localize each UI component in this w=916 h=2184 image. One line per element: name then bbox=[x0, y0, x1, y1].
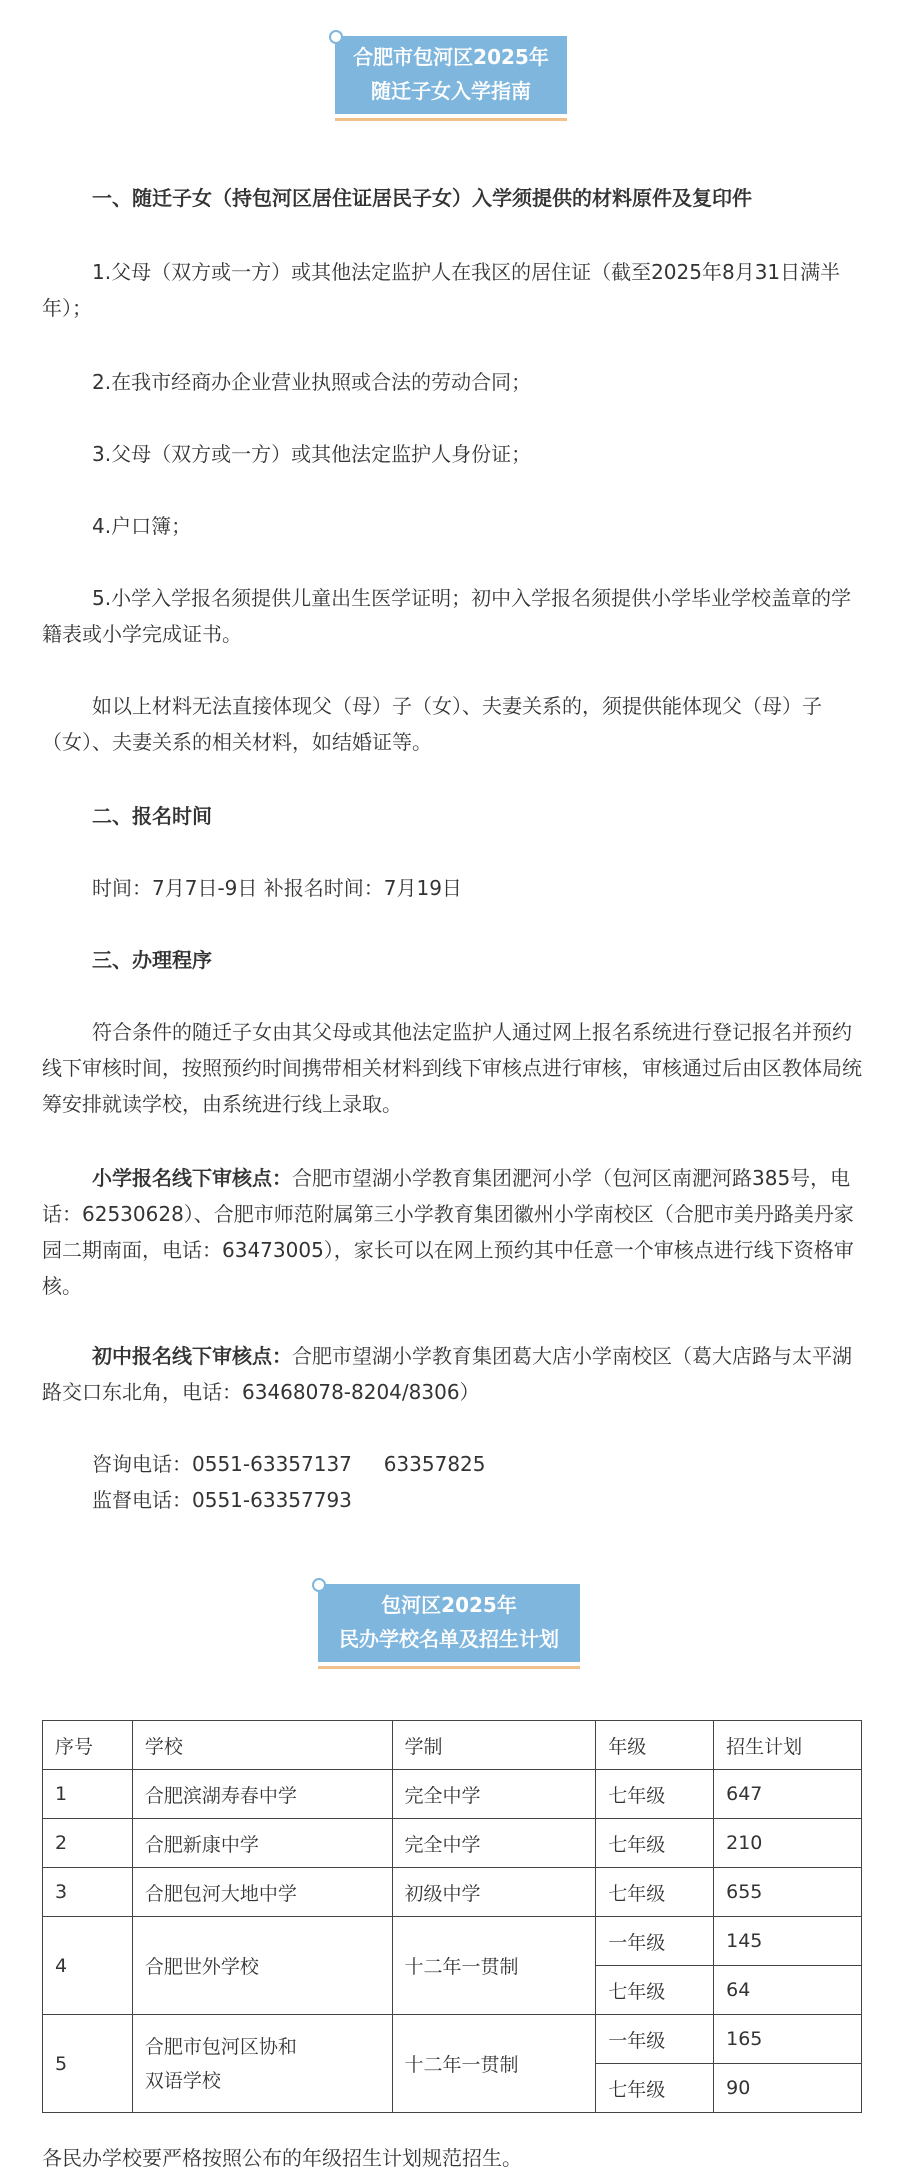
middle-review-text: 合肥市望湖小学教育集团葛大店小学南校区（葛大店路与太平湖路交口东北角，电话：63468078-8204/8306） bbox=[42, 1344, 852, 1404]
primary-review-label: 小学报名线下审核点： bbox=[92, 1166, 292, 1190]
badge-title-line1: 合肥市包河区2025年 bbox=[353, 45, 549, 69]
cell-plan: 655 bbox=[714, 1868, 862, 1917]
badge-dot-icon bbox=[312, 1578, 326, 1592]
section-heading-time: 二、报名时间 bbox=[92, 804, 212, 828]
badge-title-line2: 随迁子女入学指南 bbox=[371, 79, 531, 103]
table-row bbox=[43, 1770, 862, 1819]
cell-school: 合肥包河大地中学 bbox=[132, 1868, 392, 1917]
badge-title-line2: 民办学校名单及招生计划 bbox=[339, 1627, 559, 1651]
materials-item-4: 4.户口簿； bbox=[92, 514, 192, 538]
materials-item-2: 2.在我市经商办企业营业执照或合法的劳动合同； bbox=[92, 370, 532, 394]
cell-grade: 七年级 bbox=[596, 1868, 714, 1917]
materials-item-3: 3.父母（双方或一方）或其他法定监护人身份证； bbox=[92, 442, 532, 466]
cell-system: 十二年一贯制 bbox=[392, 2015, 596, 2113]
badge-underline bbox=[318, 1666, 580, 1669]
cell-plan: 64 bbox=[714, 1966, 862, 2015]
table-row bbox=[43, 1819, 862, 1868]
supervise-phone: 监督电话：0551-63357793 bbox=[92, 1488, 352, 1512]
cell-plan: 165 bbox=[714, 2015, 862, 2064]
table-row bbox=[43, 2015, 862, 2064]
middle-review-points bbox=[42, 1338, 862, 1410]
table-header-row bbox=[43, 1721, 862, 1770]
cell-grade: 一年级 bbox=[596, 1917, 714, 1966]
table-row bbox=[43, 1868, 862, 1917]
cell-system: 初级中学 bbox=[392, 1868, 596, 1917]
cell-school bbox=[132, 2015, 392, 2113]
section-heading-materials: 一、随迁子女（持包河区居住证居民子女）入学须提供的材料原件及复印件 bbox=[92, 186, 752, 210]
cell-school-line2: 双语学校 bbox=[144, 2069, 221, 2092]
cell-system: 完全中学 bbox=[392, 1770, 596, 1819]
badge-dot-icon bbox=[329, 30, 343, 44]
cell-grade: 七年级 bbox=[596, 2064, 714, 2113]
table-row bbox=[43, 1917, 862, 1966]
badge-title-line1: 包河区2025年 bbox=[381, 1593, 517, 1617]
middle-review-label: 初中报名线下审核点： bbox=[92, 1344, 292, 1368]
cell-school: 合肥滨湖寿春中学 bbox=[132, 1770, 392, 1819]
cell-grade: 一年级 bbox=[596, 2015, 714, 2064]
registration-time: 时间：7月7日-9日 补报名时间：7月19日 bbox=[92, 876, 462, 900]
cell-plan: 145 bbox=[714, 1917, 862, 1966]
cell-system: 完全中学 bbox=[392, 1819, 596, 1868]
schools-table bbox=[42, 1720, 862, 2113]
cell-plan: 210 bbox=[714, 1819, 862, 1868]
schools-title-badge bbox=[318, 1584, 580, 1662]
procedure-text: 符合条件的随迁子女由其父母或其他法定监护人通过网上报名系统进行登记报名并预约线下审核时间，按照预约时间携带相关材料到线下审核点进行审核，审核通过后由区教体局统筹安排就读学校，由系统进行线上录取。 bbox=[42, 1020, 862, 1116]
cell-no: 3 bbox=[43, 1868, 133, 1917]
header-cell: 年级 bbox=[596, 1721, 714, 1770]
cell-plan: 90 bbox=[714, 2064, 862, 2113]
cell-school: 合肥世外学校 bbox=[132, 1917, 392, 2015]
cell-plan: 647 bbox=[714, 1770, 862, 1819]
cell-grade: 七年级 bbox=[596, 1819, 714, 1868]
header-cell: 招生计划 bbox=[714, 1721, 862, 1770]
header-cell: 学校 bbox=[132, 1721, 392, 1770]
cell-no: 5 bbox=[43, 2015, 133, 2113]
consult-phone: 咨询电话：0551-63357137 63357825 bbox=[92, 1452, 486, 1476]
cell-system: 十二年一贯制 bbox=[392, 1917, 596, 2015]
guide-title-badge bbox=[335, 36, 567, 114]
cell-grade: 七年级 bbox=[596, 1770, 714, 1819]
primary-review-text: 合肥市望湖小学教育集团淝河小学（包河区南淝河路385号，电话：62530628）、合肥市师范附属第三小学教育集团徽州小学南校区（合肥市美丹路美丹家园二期南面，电话：63473005），家长可以在网上预约其中任意一个审核点进行线下资格审核。 bbox=[42, 1166, 854, 1298]
cell-no: 1 bbox=[43, 1770, 133, 1819]
cell-no: 2 bbox=[43, 1819, 133, 1868]
cell-no: 4 bbox=[43, 1917, 133, 2015]
primary-review-points bbox=[42, 1160, 862, 1304]
badge-underline bbox=[335, 118, 567, 121]
header-cell: 学制 bbox=[392, 1721, 596, 1770]
materials-note: 如以上材料无法直接体现父（母）子（女）、夫妻关系的，须提供能体现父（母）子（女）、夫妻关系的相关材料，如结婚证等。 bbox=[42, 694, 822, 754]
header-cell: 序号 bbox=[43, 1721, 133, 1770]
cell-grade: 七年级 bbox=[596, 1966, 714, 2015]
materials-item-5: 5.小学入学报名须提供儿童出生医学证明；初中入学报名须提供小学毕业学校盖章的学籍表或小学完成证书。 bbox=[42, 586, 852, 646]
materials-item-1: 1.父母（双方或一方）或其他法定监护人在我区的居住证（截至2025年8月31日满半年）； bbox=[42, 260, 841, 320]
cell-school: 合肥新康中学 bbox=[132, 1819, 392, 1868]
cell-school-line1: 合肥市包河区协和 bbox=[144, 2035, 297, 2058]
footer-note: 各民办学校要严格按照公布的年级招生计划规范招生。 bbox=[42, 2146, 522, 2170]
section-heading-procedure: 三、办理程序 bbox=[92, 948, 212, 972]
